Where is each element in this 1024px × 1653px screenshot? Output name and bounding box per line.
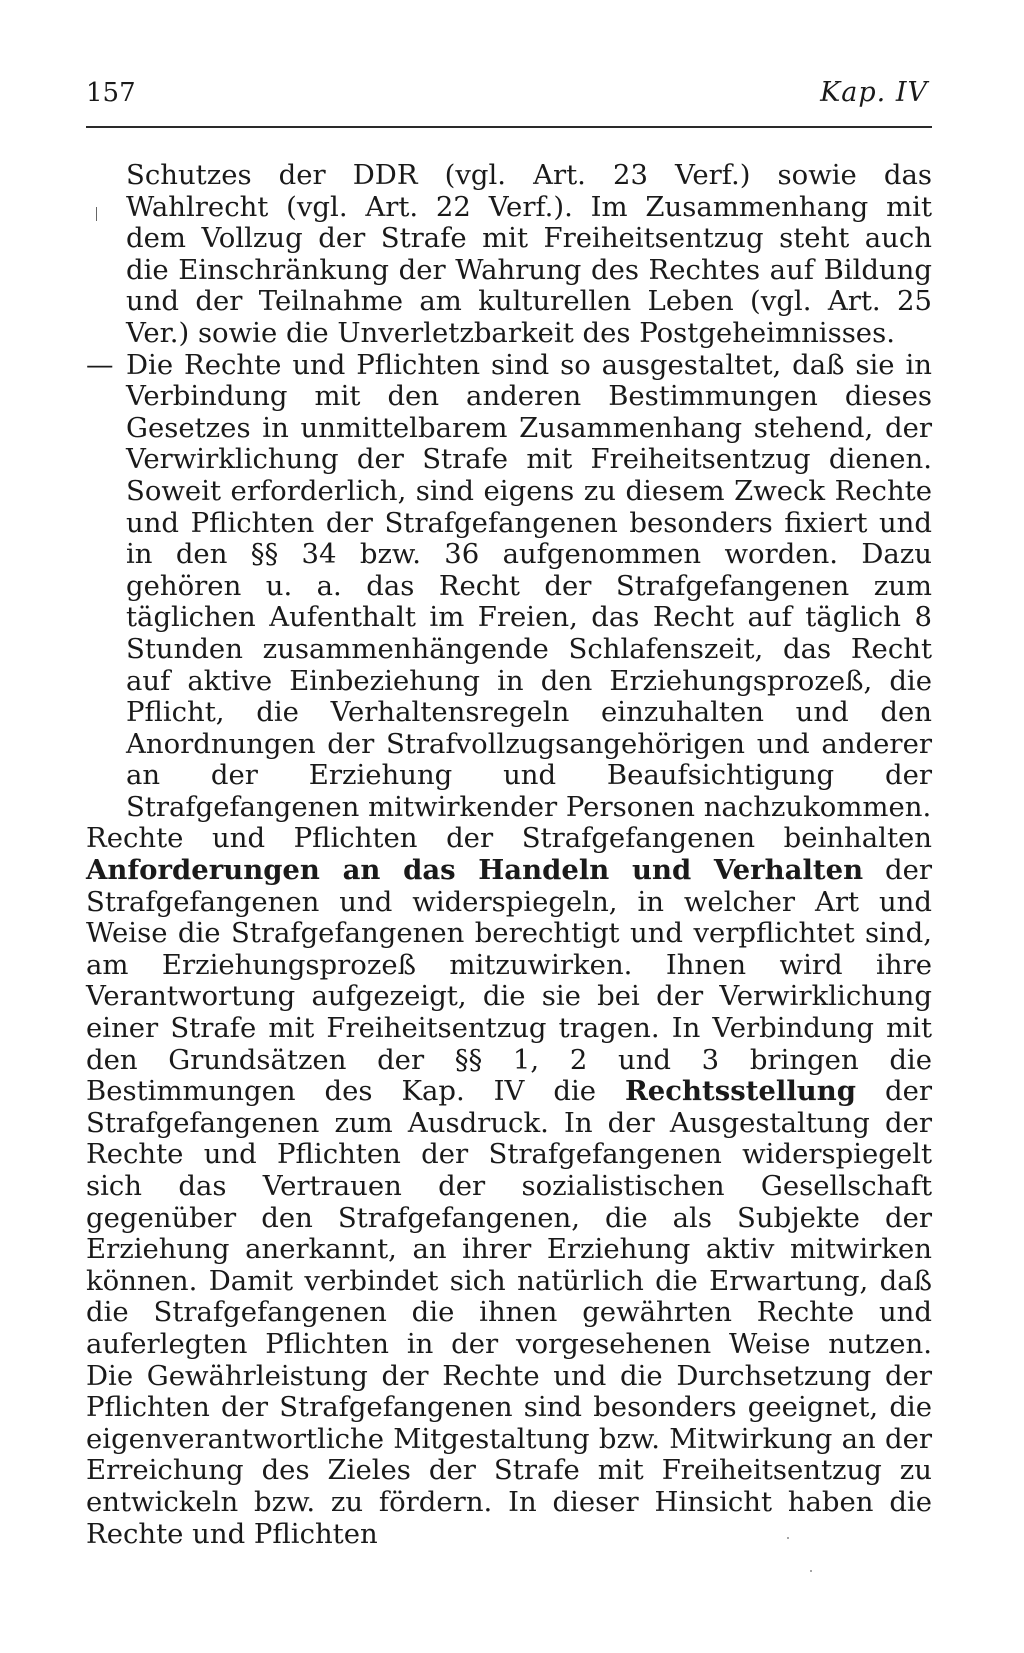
page-number: 157 xyxy=(86,78,136,108)
bold-term-requirements: Anforderungen an das Handeln und Verhalten xyxy=(86,854,864,887)
bold-term-legal-status: Rechtsstellung xyxy=(624,1075,857,1108)
paragraph-text: Rechte und Pflichten der Strafgefangenen beinhalten xyxy=(86,822,932,855)
scan-speck xyxy=(810,1570,812,1572)
paragraph-text: der Strafgefangenen zum Ausdruck. In der Ausgestaltung der Rechte und Pflichten der Strafgefangenen widerspiegelt sich das Vertrauen der sozialistischen Gesellschaft gegenüber den Strafgefangenen, die als Subjekte der Erziehung anerkannt, an ihrer Erziehung aktiv mitwirken können. Damit verbindet sich natürlich die Erwartung, daß die Strafgefangenen die ihnen gewährten Rechte und auferlegten Pflichten in der vorgesehenen Weise nutzen. Die Gewährleistung der Rechte und die Durchsetzung der Pflichten der Strafgefangenen sind besonders geeignet, die eigenverantwortliche Mitgestaltung bzw. Mitwirkung an der Erreichung des Zieles der Strafe mit Freiheitsentzug zu entwickeln bzw. zu fördern. In dieser Hinsicht haben die Rechte und Pflichten xyxy=(86,1075,932,1550)
running-head: Kap. IV xyxy=(820,77,928,108)
body-text xyxy=(86,160,932,1550)
paragraph-text: der Strafgefangenen und widerspiegeln, in welcher Art und Weise die Strafgefangenen berechtigt und verpflichtet sind, am Erziehungsprozeß mitzuwirken. Ihnen wird ihre Verantwortung aufgezeigt, die sie bei der Verwirklichung einer Strafe mit Freiheitsentzug tragen. In Verbindung mit den Grundsätzen der §§ 1, 2 und 3 bringen die Bestimmungen des Kap. IV die xyxy=(86,854,932,1108)
dash-bullet: — xyxy=(86,348,114,381)
scan-speck xyxy=(787,1537,789,1539)
page-header xyxy=(86,76,932,128)
main-paragraph xyxy=(86,823,932,1550)
dash-item-text: Die Rechte und Pflichten sind so ausgestaltet, daß sie in Verbindung mit den anderen Bestimmungen dieses Gesetzes in unmittelbarem Zusammenhang stehend, der Verwirklichung der Strafe mit Freiheitsentzug dienen. Soweit erforderlich, sind eigens zu diesem Zweck Rechte und Pflichten der Strafgefangenen besonders fixiert und in den §§ 34 bzw. 36 aufgenommen worden. Dazu gehören u. a. das Recht der Strafgefangenen zum täglichen Aufenthalt im Freien, das Recht auf täglich 8 Stunden zusammenhängende Schlafenszeit, das Recht auf aktive Einbeziehung in den Erziehungsprozeß, die Pflicht, die Verhaltensregeln einzuhalten und den Anordnungen der Strafvollzugsangehörigen und anderer an der Erziehung und Beaufsichtigung der Strafgefangenen mitwirkender Personen nachzukommen. xyxy=(126,348,932,823)
continued-paragraph: Schutzes der DDR (vgl. Art. 23 Verf.) sowie das Wahlrecht (vgl. Art. 22 Verf.). Im Zusammenhang mit dem Vollzug der Strafe mit Freiheitsentzug steht auch die Einschränkung der Wahrung des Rechtes auf Bildung und der Teilnahme am kulturellen Leben (vgl. Art. 25 Ver.) sowie die Unverletzbarkeit des Postgeheimnisses. xyxy=(126,159,932,349)
dash-list-item xyxy=(86,350,932,824)
